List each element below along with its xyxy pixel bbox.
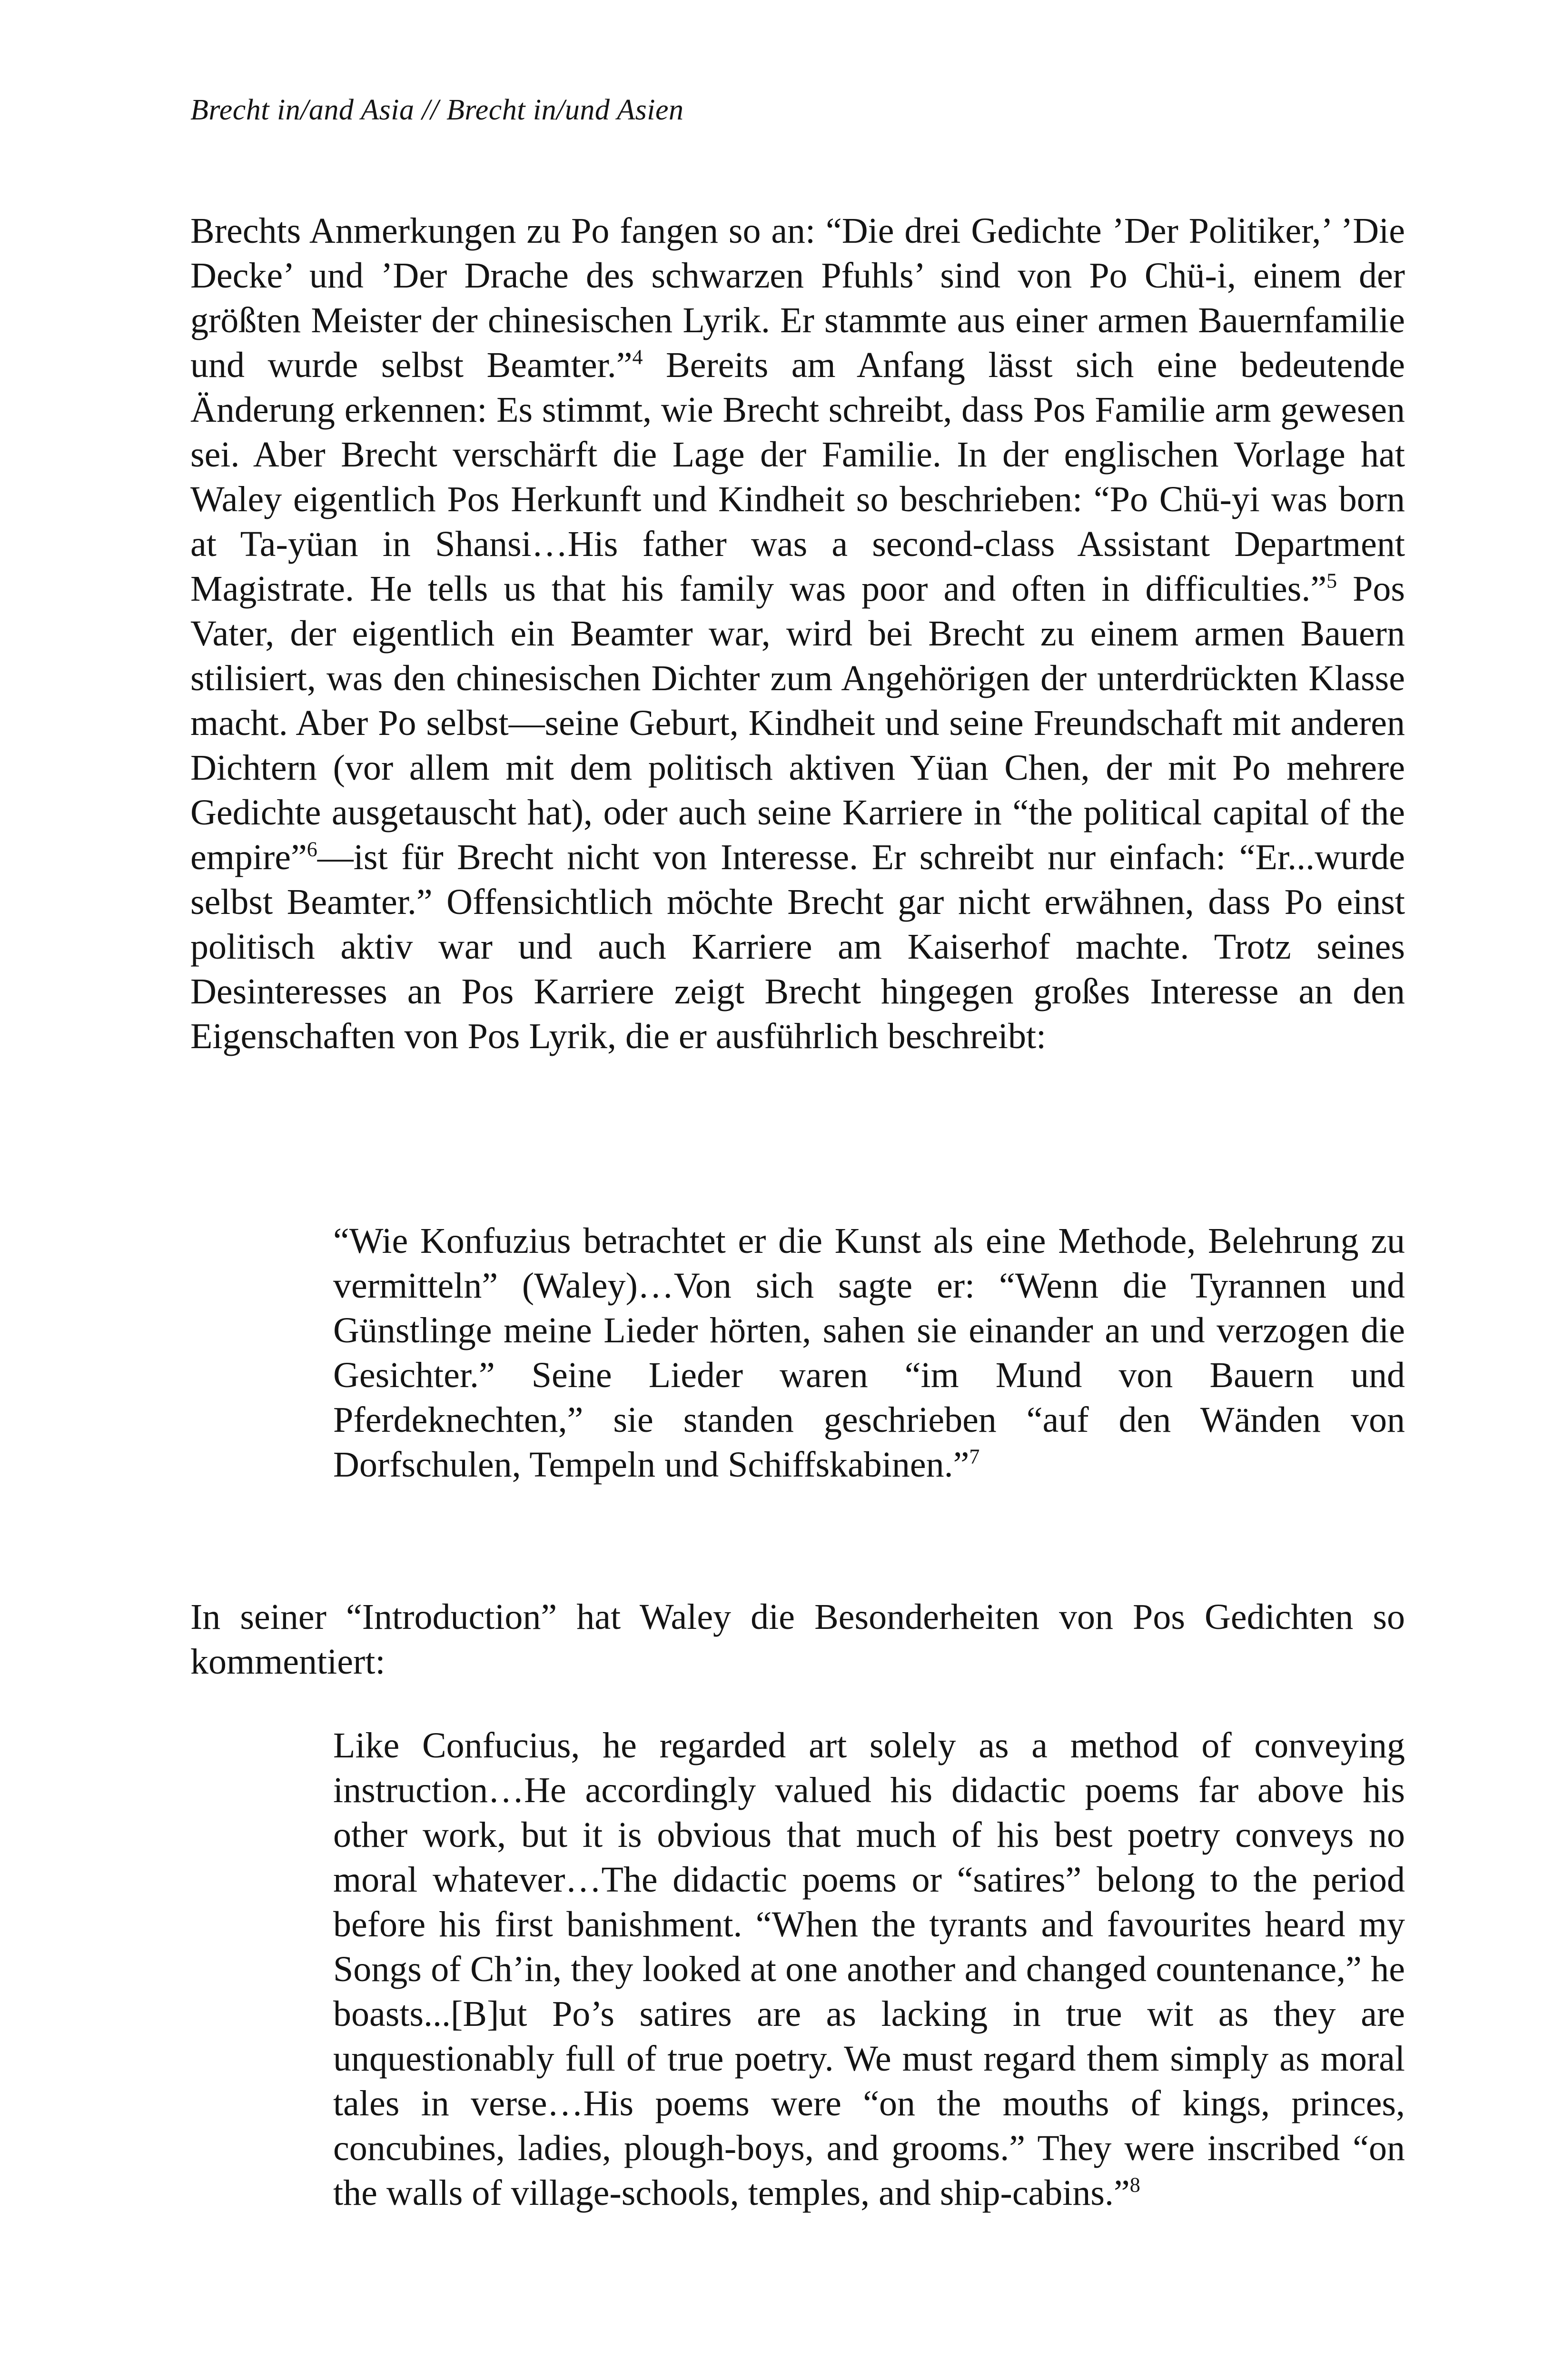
paragraph-text: Brechts Anmerkungen zu Po fangen so an: “Die drei Gedichte ’Der Politiker,’ ’Die Decke’ und ’Der Drache des schwarzen Pfuhls’ sind von Po Chü-i, einem der größten Meister der chinesischen Lyrik. Er stammte aus einer armen Bauernfamilie und wurde selbst Beamter.”$^4$ Bereits am Anfang lässt sich eine bedeutende Änderung erkennen: Es stimmt, wie Brecht schreibt, dass Pos Familie arm gewesen sei. Aber Brecht verschärft die Lage der Familie. In der englischen Vorlage hat Waley eigentlich Pos Herkunft und Kindheit so beschrieben: “Po Chü-yi was born at Ta-yüan in Shansi…His father was a second-class Assistant Department Magistrate. He tells us that his family was poor and often in difficulties.”$^5$ Pos Vater, der eigentlich ein Beamter war, wird bei Brecht zu einem armen Bauern stilisiert, was den chinesischen Dichter zum Angehörigen der unterdrückten Klasse macht. Aber Po selbst—seine Geburt, Kindheit und seine Freundschaft mit anderen Dichtern (vor allem mit dem politisch aktiven Yüan Chen, der mit Po mehrere Gedichte ausgetauscht hat), oder auch seine Karriere in “the political capital of the empire”$^6$—ist für Brecht nicht von Interesse. Er schreibt nur einfach: “Er...wurde selbst Beamter.” Offensichtlich möchte Brecht gar nicht erwähnen, dass Po einst politisch aktiv war und auch Karriere am Kaiserhof machte. Trotz seines Desinteresses an Pos Karriere zeigt Brecht hingegen großes Interesse an den Eigenschaften von Pos Lyrik, die er ausführlich beschreibt: [190, 211, 1405, 1056]
block-quote-1 [333, 1219, 1405, 1487]
quote-text: “Wie Konfuzius betrachtet er die Kunst als eine Methode, Belehrung zu vermitteln” (Waley)…Von sich sagte er: “Wenn die Tyrannen und Günstlinge meine Lieder hörten, sahen sie einander an und verzogen die Gesichter.” Seine Lieder waren “im Mund von Bauern und Pferdeknechten,” sie standen geschrieben “auf den Wänden von Dorfschulen, Tempeln und Schiffskabinen.”$^7$ [333, 1221, 1405, 1485]
block-quote-2 [333, 1723, 1405, 2215]
footnote-marker: 7 [969, 1445, 980, 1468]
footnote-marker: 8 [1129, 2173, 1140, 2197]
footnote-marker: 4 [632, 345, 643, 369]
footnote-marker: 6 [307, 837, 317, 861]
quote-text: Like Confucius, he regarded art solely as a method of conveying instruction…He accordingly valued his didactic poems far above his other work, but it is obvious that much of his best poetry conveys no moral whatever…The didactic poems or “satires” belong to the period before his first banishment. “When the tyrants and favourites heard my Songs of Ch’in, they looked at one another and changed countenance,” he boasts...[B]ut Po’s satires are as lacking in true wit as they are unquestionably full of true poetry. We must regard them simply as moral tales in verse…His poems were “on the mouths of kings, princes, concubines, ladies, plough-boys, and grooms.” They were inscribed “on the walls of village-schools, temples, and ship-cabins.”$^8$ [333, 1726, 1405, 2213]
running-head: Brecht in/and Asia // Brecht in/und Asien [190, 94, 684, 126]
paragraph-text: In seiner “Introduction” hat Waley die Besonderheiten von Pos Gedichten so kommentiert: [190, 1597, 1405, 1682]
footnote-marker: 5 [1326, 569, 1337, 593]
body-paragraph-2 [190, 1595, 1405, 1684]
body-paragraph-1 [190, 208, 1405, 1059]
